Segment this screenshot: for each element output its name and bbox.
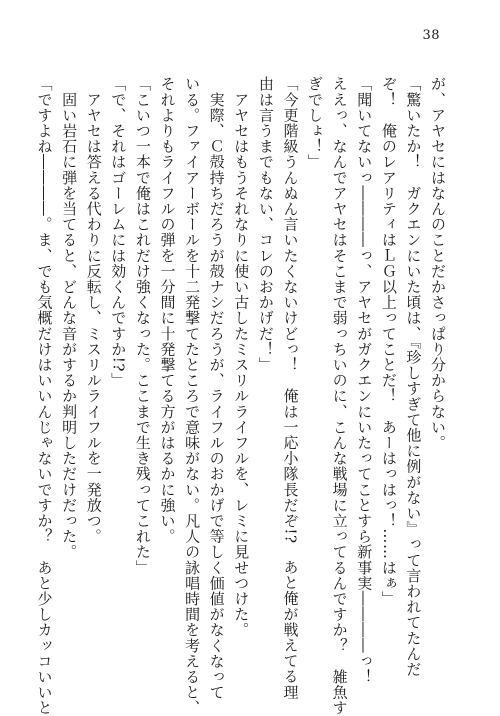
text-line: 固い岩石に弾を当てると、どんな音がするか判明しただけだった。 <box>60 76 79 560</box>
text-line: が、アヤセにはなんのことだかさっぱり分からない。 <box>429 76 447 451</box>
text-line: ぞ！ 俺のレアリティはＬＧ以上ってことだ！ あーはっはっ！……はぁ」 <box>379 76 398 607</box>
text-line: 「聞いてないっ――――っ、アヤセがガクエンにいたってことすら新事実――――っ！ <box>355 76 374 685</box>
text-line: 「驚いたか！ ガクエンにいた頃は、『珍しすぎて他に例がない』って言われてたんだ <box>404 76 423 677</box>
text-line: いる。ファイアーボールを十二発撃てたところで意味がない。凡人の詠唱時間を考えると、 <box>183 76 202 716</box>
text-line: アヤセは答える代わりに反転し、ミスリルライフルを一発放つ。 <box>84 76 103 544</box>
text-line: ええっ、なんでアヤセはそこまで弱っちいのに、こんな戦場に立ってるんですか？ 雑魚す <box>330 76 349 716</box>
text-line: それよりもライフルの弾を一分間に十発撃てる方がはるかに強い。 <box>158 76 177 544</box>
text-line: 実際、Ｃ殻持ちだろうが殻ナシだろうが、ライフルのおかげで等しく価値がなくなって <box>207 76 226 700</box>
text-line: ぎでしょ！」 <box>306 76 325 170</box>
vertical-text-body <box>35 76 450 716</box>
page-number: 38 <box>422 28 440 43</box>
text-line: 由は言うまでもない、コレのおかげだ！」 <box>256 76 275 373</box>
text-line: 「で、それはゴーレムには効くんですか!?」 <box>109 76 128 388</box>
text-line: 「こいつ一本で俺はこれだけ強くなった。ここまで生き残ってこれた」 <box>133 76 152 576</box>
text-line: アヤセはもうそれなりに使い古したミスリルライフルを、レミに見せつけた。 <box>232 76 251 638</box>
text-line: 「ですよね――――。ま、でも気概だけはいいんじゃないですか？ あと少しカッコいいと <box>35 76 54 716</box>
text-line: 「今更階級うんぬん言いたくないけどっ！ 俺は一応小隊長だぞ!? あと俺が戦えてる理 <box>281 76 300 700</box>
